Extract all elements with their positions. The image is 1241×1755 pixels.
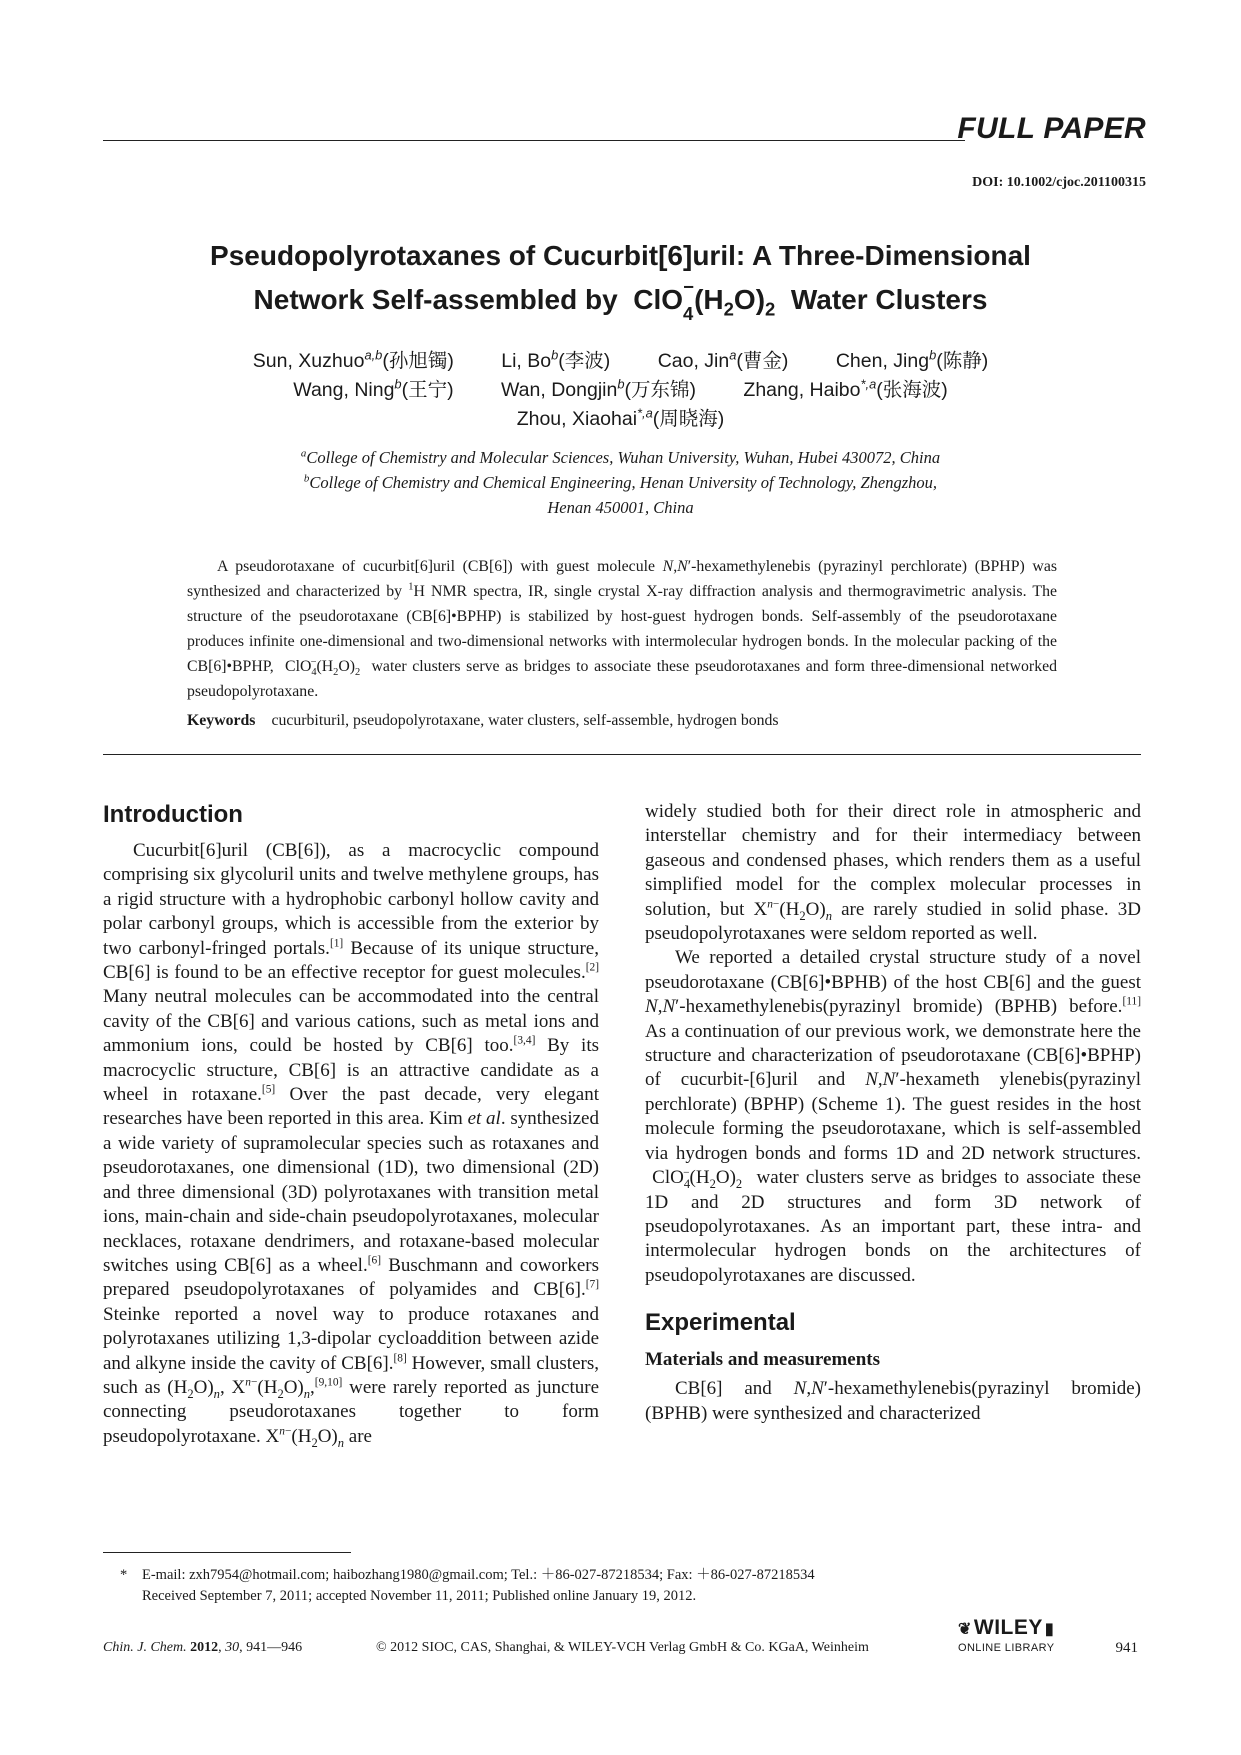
affiliation-b: $^b$College of Chemistry and Chemical Engineering, Henan University of Technology, Zhengzhou,	[303, 472, 938, 492]
paper-title	[100, 234, 1141, 322]
paragraph: CB[6] and N,N′-hexamethylenebis(pyrazinyl bromide) (BPHB) were synthesized and characterized	[645, 1378, 1141, 1424]
keywords-label: Keywords	[187, 712, 256, 729]
affiliation-b-cont: Henan 450001, China	[547, 498, 694, 517]
footnote-contact: E-mail: zxh7954@hotmail.com; haibozhang1980@gmail.com; Tel.: ＋86-027-87218534; Fax: ＋86-027-87218534	[142, 1567, 815, 1583]
section-heading-experimental: Experimental	[645, 1309, 796, 1337]
subsection-heading-materials: Materials and measurements	[645, 1349, 881, 1371]
author: Sun, Xuzhuo$^{a,b}$(孙旭镯)	[252, 347, 454, 372]
author: Chen, Jing$^b$(陈静)	[835, 347, 989, 372]
keywords-list: cucurbituril, pseudopolyrotaxane, water clusters, self-assemble, hydrogen bonds	[271, 712, 779, 729]
title-line-2-prefix: Network Self-assembled by	[253, 284, 618, 315]
wiley-ornament-icon: ❦	[958, 1621, 972, 1638]
section-label: FULL PAPER	[957, 112, 1146, 145]
doi: DOI: 10.1002/cjoc.201100315	[972, 175, 1146, 190]
author: Cao, Jin$^a$(曹金)	[657, 347, 789, 372]
author-row-3	[100, 405, 1141, 434]
footnote-contact-row	[120, 1565, 815, 1586]
page-number: 941	[1115, 1640, 1138, 1656]
wiley-logo-subtext: ONLINE LIBRARY	[958, 1642, 1055, 1654]
column-left	[103, 800, 599, 1449]
keywords	[187, 712, 1057, 730]
column-right	[645, 800, 1141, 1426]
author: Wan, Dongjin$^b$(万东锦)	[501, 376, 696, 401]
footnote	[120, 1565, 815, 1607]
title-line-2-suffix: Water Clusters	[790, 284, 988, 315]
abstract: A pseudorotaxane of cucurbit[6]uril (CB[6]) with guest molecule N,N′-hexamethylenebis (pyrazinyl perchlorate) (BPHP) was synthesized and characterized by $^1$H NMR spectra, IR, single crystal X-ray diffraction analysis and thermogravimetric analysis. The structure of the pseudorotaxane (CB[6]•BPHP) is stabilized by host-guest hydrogen bonds. Self-assembly of the pseudorotaxane produces infinite one-dimensional and two-dimensional networks with intermolecular hydrogen bonds. In the molecular packing of the CB[6]•BPHP, $ClO_4^-(H_2O)_2$ water clusters serve as bridges to associate these pseudorotaxanes and form three-dimensional networked pseudopolyrotaxane.	[187, 558, 1057, 700]
abstract-rule	[103, 754, 1141, 755]
paragraph: Cucurbit[6]uril (CB[6]), as a macrocyclic compound comprising six glycoluril units and twelve methylene groups, has a rigid structure with a hydrophobic carbonyl hollow cavity and polar carbonyl groups, which is accessible from the exterior by two carbonyl-fringed portals.[1] Because of its unique structure, CB[6] is found to be an effective receptor for guest molecules.[2] Many neutral molecules can be accommodated into the central cavity of the CB[6] and various cations, such as metal ions and ammonium ions, could be hosted by CB[6] too.[3,4] By its macrocyclic structure, CB[6] is an attractive candidate as a wheel in rotaxane.[5] Over the past decade, very elegant researches have been reported in this area. Kim et al. synthesized a wide variety of supramolecular species such as rotaxanes and pseudorotaxanes, one dimensional (1D), two dimensional (2D) and three dimensional (3D) polyrotaxanes with transition metal ions, main-chain and side-chain pseudopolyrotaxanes, molecular necklaces, rotaxane dendrimers, and rotaxane-based molecular switches using CB[6] as a wheel.[6] Buschmann and coworkers prepared pseudopolyrotaxanes of polyamides and CB[6].[7] Steinke reported a novel way to produce rotaxanes and polyrotaxanes utilizing 1,3-dipolar cycloaddition between azide and alkyne inside the cavity of CB[6].[8] However, small clusters, such as $(H_2O)_n$, $X^{n-}(H_2O)_n,[9,10]$ were rarely reported as juncture connecting pseudorotaxanes together to form pseudopolyrotaxane. $X^{n-}(H_2O)_n$ are	[103, 840, 600, 1450]
author: Li, Bo$^b$(李波)	[501, 347, 611, 372]
footnote-rule	[103, 1552, 351, 1553]
author-row-1	[100, 347, 1141, 376]
author-row-2	[100, 376, 1141, 405]
author: Zhou, Xiaohai$^{*,a}$(周晓海)	[516, 405, 725, 430]
copyright: © 2012 SIOC, CAS, Shanghai, & WILEY-VCH Verlag GmbH & Co. KGaA, Weinheim	[376, 1640, 869, 1655]
affiliations	[100, 445, 1141, 520]
journal-citation: Chin. J. Chem. 2012, 30, 941—946	[103, 1640, 303, 1655]
author: Zhang, Haibo$^{*,a}$(张海波)	[743, 376, 948, 401]
wiley-logo-text: ❦WILEY ▮	[958, 1616, 1055, 1639]
affiliation-a: $^a$College of Chemistry and Molecular Sciences, Wuhan University, Wuhan, Hubei 430072, China	[300, 447, 941, 467]
wiley-online-library-logo	[958, 1617, 1054, 1655]
author: Wang, Ning$^b$(王宁)	[293, 376, 454, 401]
header-rule	[103, 140, 965, 141]
footnote-received: Received September 7, 2011; accepted November 11, 2011; Published online January 19, 2012.	[142, 1588, 697, 1604]
section-heading-introduction: Introduction	[103, 801, 243, 828]
title-line-1: Pseudopolyrotaxanes of Cucurbit[6]uril: A Three-Dimensional	[210, 240, 1031, 271]
paragraph: widely studied both for their direct role in atmospheric and interstellar chemistry and for their intermediacy between gaseous and condensed phases, which renders them as a useful simplified model for the complex molecular processes in solution, but $X^{n-}(H_2O)_n$ are rarely studied in solid phase. 3D pseudopolyrotaxanes were seldom reported as well.	[645, 801, 1142, 945]
title-line-2	[100, 275, 1141, 324]
author-list	[100, 347, 1141, 434]
perchlorate-formula: $ClO_4^-(H_2O)_2$	[633, 275, 776, 324]
wiley-books-icon: ▮	[1044, 1621, 1055, 1638]
footnote-mark: *	[120, 1567, 128, 1583]
paragraph: We reported a detailed crystal structure study of a novel pseudorotaxane (CB[6]•BPHB) of the host CB[6] and the guest N,N′-hexamethylenebis(pyrazinyl bromide) (BPHB) before.[11] As a continuation of our previous work, we demonstrate here the structure and characterization of pseudorotaxane (CB[6]•BPHP) of cucurbit-[6]uril and N,N′-hexameth ylenebis(pyrazinyl perchlorate) (BPHP) (Scheme 1). The guest resides in the host molecule forming the pseudorotaxane, which is self-assembled via hydrogen bonds and forms 1D and 2D network structures. $ClO_4^-(H_2O)_2$ water clusters serve as bridges to associate these 1D and 2D structures and form 3D network of pseudopolyrotaxanes. As an important part, these intra- and intermolecular hydrogen bonds on the architectures of pseudopolyrotaxanes are discussed.	[645, 947, 1141, 1286]
